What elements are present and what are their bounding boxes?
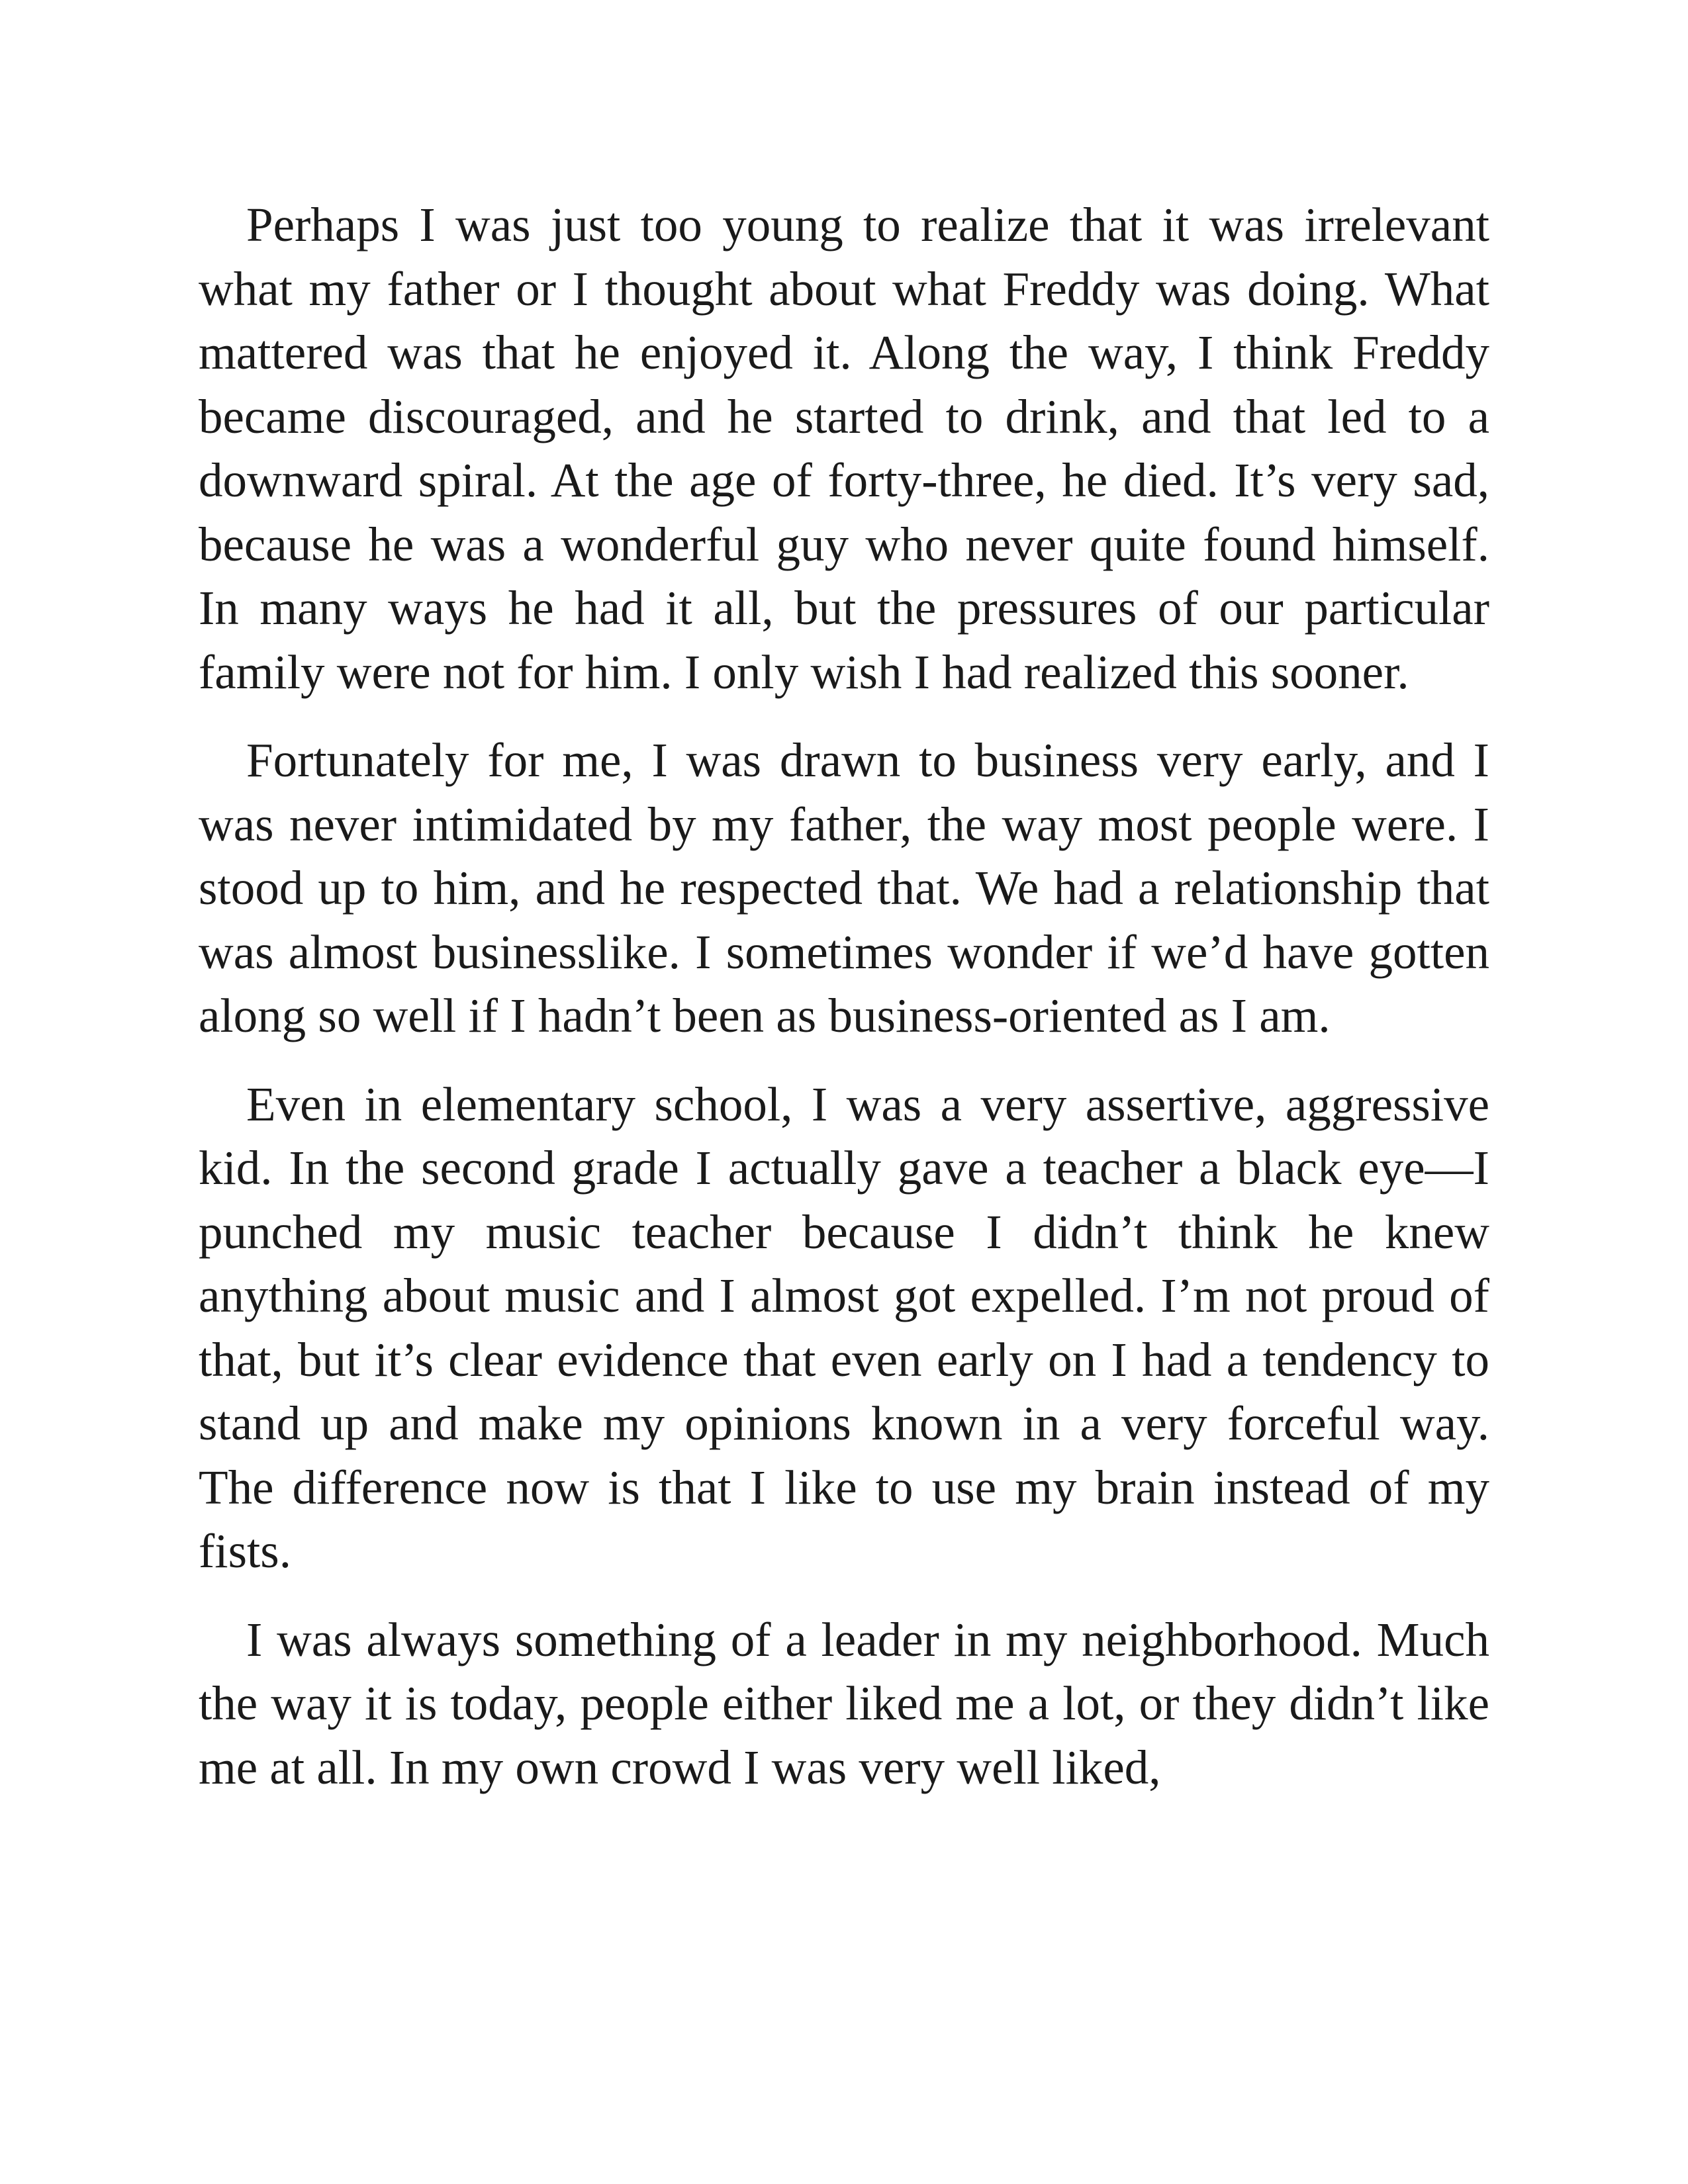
- paragraph-elementary-school: Even in elementary school, I was a very assertive, aggressive kid. In the second grade I actually gave a teacher a black eye—I punched my music teacher because I didn’t think he knew anything about music and I almost got expelled. I’m not proud of that, but it’s clear evidence that even early on I had a tendency to stand up and make my opinions known in a very forceful way. The difference now is that I like to use my brain instead of my fists.: [199, 1077, 1489, 1578]
- paragraph-neighborhood-leader: I was always something of a leader in my neighborhood. Much the way it is today, people either liked me a lot, or they didn’t like me at all. In my own crowd I was very well liked,: [199, 1612, 1489, 1794]
- page-body-text: [199, 193, 1489, 1799]
- paragraph-business: Fortunately for me, I was drawn to business very early, and I was never intimidated by my father, the way most people were. I stood up to him, and he respected that. We had a relationship that was almost businesslike. I sometimes wonder if we’d have gotten along so well if I hadn’t been as business-oriented as I am.: [199, 733, 1489, 1042]
- paragraph-freddy: Perhaps I was just too young to realize that it was irrelevant what my father or I thought about what Freddy was doing. What mattered was that he enjoyed it. Along the way, I think Freddy became discouraged, and he started to drink, and that led to a downward spiral. At the age of forty-three, he died. It’s very sad, because he was a wonderful guy who never quite found himself. In many ways he had it all, but the pressures of our particular family were not for him. I only wish I had realized this sooner.: [199, 198, 1489, 699]
